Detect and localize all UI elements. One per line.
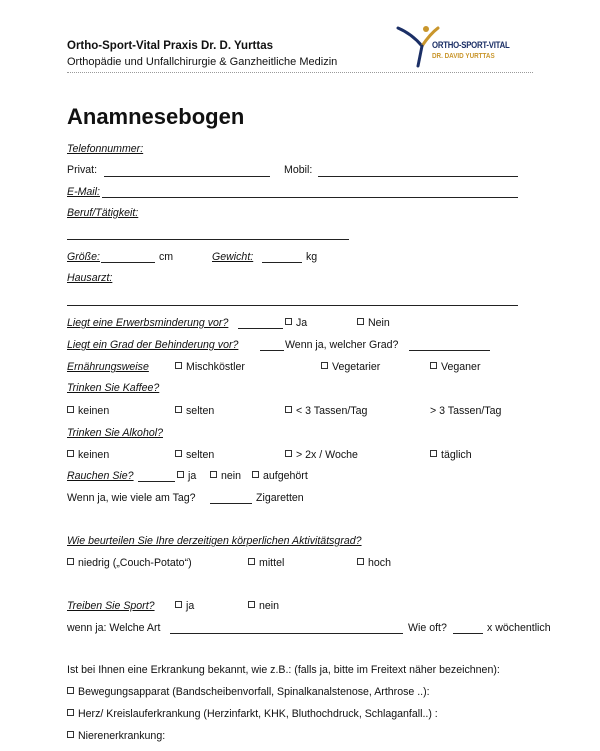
- rauchen-unit: Zigaretten: [256, 492, 304, 504]
- kaffee-selten[interactable]: selten: [175, 405, 214, 417]
- gewicht-unit: kg: [306, 251, 318, 263]
- privat-field[interactable]: [104, 176, 270, 177]
- erwerb-underline: [238, 328, 283, 329]
- checkbox-icon[interactable]: [357, 558, 364, 565]
- practice-subtitle: Orthopädie und Unfallchirurgie & Ganzheitliche Medizin: [67, 56, 338, 68]
- aktivitaet-hoch[interactable]: hoch: [357, 557, 391, 569]
- gewicht-field[interactable]: [262, 262, 302, 263]
- checkbox-icon[interactable]: [357, 318, 364, 325]
- practice-name: Ortho-Sport-Vital Praxis Dr. D. Yurttas: [67, 40, 273, 52]
- checkbox-icon[interactable]: [175, 362, 182, 369]
- groesse-field[interactable]: [101, 262, 155, 263]
- gewicht-label: Gewicht:: [212, 251, 254, 263]
- sport-unit: x wöchentlich: [487, 622, 551, 634]
- checkbox-icon[interactable]: [67, 731, 74, 738]
- mobil-label: Mobil:: [284, 164, 313, 176]
- erkrankung-item[interactable]: Nierenerkrankung:: [67, 730, 165, 742]
- hausarzt-label: Hausarzt:: [67, 272, 113, 284]
- alkohol-selten[interactable]: selten: [175, 449, 214, 461]
- behinderung-question: Liegt ein Grad der Behinderung vor?: [67, 339, 239, 351]
- ernaehrung-veganer[interactable]: Veganer: [430, 361, 480, 373]
- sport-art-field[interactable]: [170, 633, 403, 634]
- checkbox-icon[interactable]: [248, 558, 255, 565]
- sport-question: Treiben Sie Sport?: [67, 600, 155, 612]
- checkbox-icon[interactable]: [285, 406, 292, 413]
- checkbox-icon[interactable]: [210, 471, 217, 478]
- checkbox-icon[interactable]: [175, 450, 182, 457]
- rauchen-followup: Wenn ja, wie viele am Tag?: [67, 492, 196, 504]
- rauchen-aufgehoert[interactable]: aufgehört: [252, 470, 308, 482]
- checkbox-icon[interactable]: [67, 558, 74, 565]
- sport-oft-field[interactable]: [453, 633, 483, 634]
- aktivitaet-niedrig[interactable]: niedrig („Couch-Potato“): [67, 557, 192, 569]
- hausarzt-field[interactable]: [67, 305, 518, 306]
- logo-doctor: DR. DAVID YURTTAS: [432, 53, 495, 60]
- erwerb-question: Liegt eine Erwerbsminderung vor?: [67, 317, 229, 329]
- checkbox-icon[interactable]: [285, 318, 292, 325]
- erwerb-ja[interactable]: Ja: [285, 317, 307, 329]
- aktivitaet-mittel[interactable]: mittel: [248, 557, 284, 569]
- erkrankung-intro: Ist bei Ihnen eine Erkrankung bekannt, wie z.B.: (falls ja, bitte im Freitext näher bezeichnen):: [67, 664, 500, 676]
- checkbox-icon[interactable]: [248, 601, 255, 608]
- sport-nein[interactable]: nein: [248, 600, 279, 612]
- checkbox-icon[interactable]: [175, 406, 182, 413]
- header-divider: [67, 72, 533, 73]
- alkohol-keinen[interactable]: keinen: [67, 449, 109, 461]
- sport-ja[interactable]: ja: [175, 600, 194, 612]
- mobil-field[interactable]: [318, 176, 518, 177]
- aktivitaet-question: Wie beurteilen Sie Ihre derzeitigen körperlichen Aktivitätsgrad?: [67, 535, 362, 547]
- kaffee-question: Trinken Sie Kaffee?: [67, 382, 160, 394]
- alkohol-question: Trinken Sie Alkohol?: [67, 427, 163, 439]
- ernaehrung-misch[interactable]: Mischköstler: [175, 361, 245, 373]
- telefon-label: Telefonnummer:: [67, 143, 144, 155]
- privat-label: Privat:: [67, 164, 98, 176]
- behinderung-grad-field[interactable]: [409, 350, 490, 351]
- beruf-label: Beruf/Tätigkeit:: [67, 207, 139, 219]
- logo-name: ORTHO-SPORT-VITAL: [432, 40, 510, 51]
- groesse-unit: cm: [159, 251, 174, 263]
- checkbox-icon[interactable]: [177, 471, 184, 478]
- checkbox-icon[interactable]: [252, 471, 259, 478]
- alkohol-2x[interactable]: > 2x / Woche: [285, 449, 358, 461]
- checkbox-icon[interactable]: [67, 687, 74, 694]
- beruf-field[interactable]: [67, 239, 349, 240]
- checkbox-icon[interactable]: [321, 362, 328, 369]
- checkbox-icon[interactable]: [430, 362, 437, 369]
- kaffee-lt3[interactable]: < 3 Tassen/Tag: [285, 405, 367, 417]
- rauchen-anzahl-field[interactable]: [210, 503, 252, 504]
- email-label: E-Mail:: [67, 186, 100, 198]
- alkohol-taeglich[interactable]: täglich: [430, 449, 472, 461]
- behinderung-followup: Wenn ja, welcher Grad?: [285, 339, 399, 351]
- erkrankung-item[interactable]: Herz/ Kreislauferkrankung (Herzinfarkt, KHK, Bluthochdruck, Schlaganfall..) :: [67, 708, 438, 720]
- kaffee-gt3[interactable]: > 3 Tassen/Tag: [430, 405, 502, 417]
- checkbox-icon[interactable]: [175, 601, 182, 608]
- rauchen-ja[interactable]: ja: [177, 470, 196, 482]
- erwerb-nein[interactable]: Nein: [357, 317, 390, 329]
- sport-art-label: wenn ja: Welche Art: [67, 622, 161, 634]
- checkbox-icon[interactable]: [285, 450, 292, 457]
- groesse-label: Größe:: [67, 251, 100, 263]
- email-field[interactable]: [102, 197, 518, 198]
- behinderung-underline: [260, 350, 284, 351]
- checkbox-icon[interactable]: [67, 709, 74, 716]
- sport-oft-label: Wie oft?: [408, 622, 447, 634]
- kaffee-keinen[interactable]: keinen: [67, 405, 109, 417]
- erkrankung-item[interactable]: Bewegungsapparat (Bandscheibenvorfall, Spinalkanalstenose, Arthrose ..):: [67, 686, 430, 698]
- ernaehrung-label: Ernährungsweise: [67, 361, 149, 373]
- checkbox-icon[interactable]: [430, 450, 437, 457]
- rauchen-nein[interactable]: nein: [210, 470, 241, 482]
- rauchen-underline: [138, 481, 175, 482]
- form-title: Anamnesebogen: [67, 104, 245, 129]
- checkbox-icon[interactable]: [67, 450, 74, 457]
- checkbox-icon[interactable]: [67, 406, 74, 413]
- rauchen-question: Rauchen Sie?: [67, 470, 134, 482]
- ernaehrung-vegetarier[interactable]: Vegetarier: [321, 361, 380, 373]
